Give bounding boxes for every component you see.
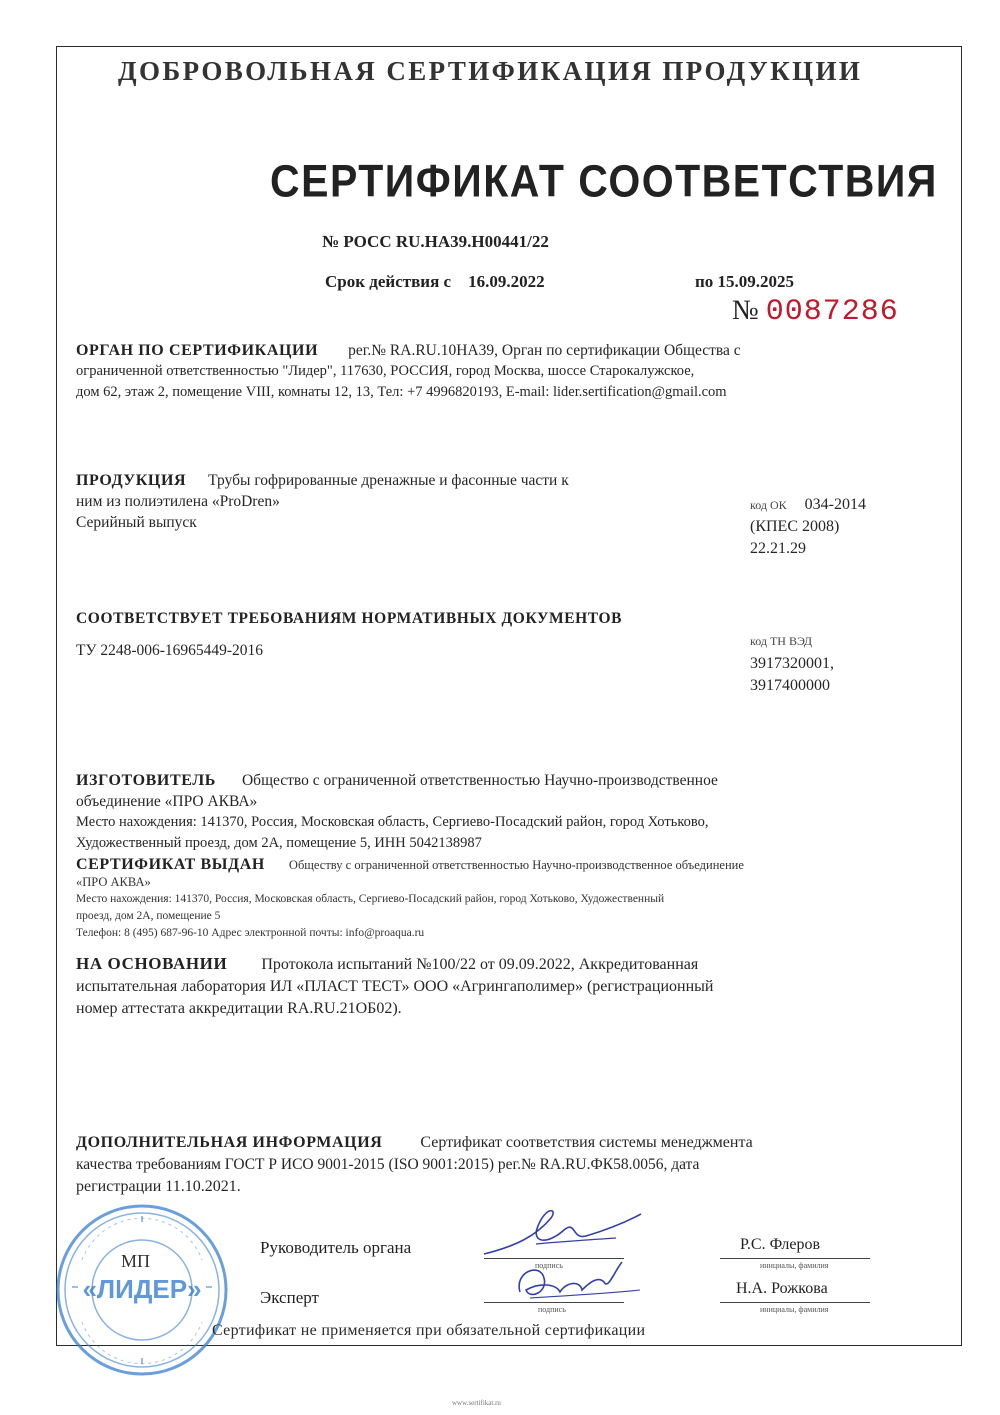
additional-info-label: ДОПОЛНИТЕЛЬНАЯ ИНФОРМАЦИЯ — [76, 1134, 383, 1151]
lider-seal-stamp — [52, 1200, 232, 1380]
footer-note: Сертификат не применяется при обязательной сертификации — [212, 1322, 646, 1339]
issued-to-line-5: Телефон: 8 (495) 687-96-10 Адрес электронной почты: info@proaqua.ru — [76, 927, 425, 939]
expert-signature-caption: подпись — [538, 1305, 566, 1314]
basis-section — [76, 954, 926, 1020]
validity-period — [325, 272, 794, 292]
issued-to-section — [76, 856, 926, 942]
manufacturer-section — [76, 770, 916, 854]
valid-to-label: по — [695, 272, 714, 291]
product-line-1: Трубы гофрированные дренажные и фасонные части к — [208, 472, 569, 489]
certification-body-line-1: рег.№ RA.RU.10НА39, Орган по сертификации Общества с — [348, 342, 741, 359]
okpd-code-block — [750, 494, 866, 560]
expert-name-line — [720, 1302, 870, 1303]
additional-info-line-1: Сертификат соответствия системы менеджмента — [420, 1134, 753, 1151]
expert-name: Н.А. Рожкова — [736, 1280, 828, 1297]
basis-line-2: испытательная лаборатория ИЛ «ПЛАСТ ТЕСТ» ООО «Агрингаполимер» (регистрационный — [76, 978, 714, 995]
top-title: ДОБРОВОЛЬНАЯ СЕРТИФИКАЦИЯ ПРОДУКЦИИ — [118, 56, 863, 86]
okpd-standard: 034-2014 — [804, 496, 866, 513]
tnved-code-block — [750, 634, 834, 697]
certification-body-line-3: дом 62, этаж 2, помещение VIII, комнаты 12, 13, Тел: +7 4996820193, E-mail: lider.sertification@gmail.com — [76, 384, 727, 400]
head-name-line — [720, 1258, 870, 1259]
valid-to-date: 15.09.2025 — [717, 272, 795, 291]
main-title: СЕРТИФИКАТ СООТВЕТСТВИЯ — [270, 156, 938, 207]
certification-body-line-2: ограниченной ответственностью "Лидер", 117630, РОССИЯ, город Москва, шоссе Старокалужское, — [76, 363, 695, 379]
serial-prefix: № — [732, 295, 759, 326]
basis-line-1: Протокола испытаний №100/22 от 09.09.2022, Аккредитованная — [261, 956, 699, 973]
product-label: ПРОДУКЦИЯ — [76, 472, 187, 489]
issued-to-line-3: Место нахождения: 141370, Россия, Московская область, Сергиево-Посадский район, город Хотьково, Художественный — [76, 893, 665, 905]
basis-label: НА ОСНОВАНИИ — [76, 954, 228, 973]
product-line-3: Серийный выпуск — [76, 514, 197, 531]
certification-body-section — [76, 340, 916, 403]
basis-line-3: номер аттестата аккредитации RA.RU.21ОБ02). — [76, 1000, 402, 1017]
head-role-label: Руководитель органа — [260, 1238, 412, 1257]
valid-from-date: 16.09.2022 — [468, 272, 545, 291]
certificate-number: № РОСС RU.HA39.H00441/22 — [322, 232, 549, 251]
tnved-code-2: 3917400000 — [750, 677, 830, 694]
okpd-kpes: (КПЕС 2008) — [750, 518, 840, 535]
expert-role-label: Эксперт — [260, 1288, 319, 1307]
seal-center-text: «ЛИДЕР» — [82, 1274, 202, 1304]
additional-info-line-2: качества требованиям ГОСТ Р ИСО 9001-2015 (ISO 9001:2015) рег.№ RA.RU.ФК58.0056, дата — [76, 1156, 700, 1173]
tnved-label: код ТН ВЭД — [750, 634, 813, 648]
manufacturer-line-4: Художественный проезд, дом 2А, помещение 5, ИНН 5042138987 — [76, 835, 482, 851]
validity-label: Срок действия с — [325, 272, 452, 291]
manufacturer-line-2: объединение «ПРО АКВА» — [76, 793, 258, 810]
okpd-label: код ОК — [750, 498, 787, 512]
expert-handwritten-signature — [500, 1252, 650, 1312]
mp-label: МП — [121, 1251, 151, 1271]
additional-info-line-3: регистрации 11.10.2021. — [76, 1178, 241, 1195]
bottom-tiny-print: www.sertifikat.ru — [452, 1399, 501, 1407]
head-name: Р.С. Флеров — [740, 1236, 821, 1253]
complies-label: СООТВЕТСТВУЕТ ТРЕБОВАНИЯМ НОРМАТИВНЫХ ДОКУМЕНТОВ — [76, 610, 623, 627]
serial-value: 0087286 — [765, 295, 899, 329]
manufacturer-line-3: Место нахождения: 141370, Россия, Московская область, Сергиево-Посадский район, город Хотьково, — [76, 814, 709, 830]
manufacturer-label: ИЗГОТОВИТЕЛЬ — [76, 772, 216, 789]
expert-name-caption: инициалы, фамилия — [760, 1305, 829, 1314]
complies-document: ТУ 2248-006-16965449-2016 — [76, 642, 264, 659]
okpd-code: 22.21.29 — [750, 540, 806, 557]
issued-to-line-4: проезд, дом 2А, помещение 5 — [76, 910, 221, 922]
product-section — [76, 470, 726, 533]
blank-serial-number — [732, 295, 899, 329]
head-signature-caption: подпись — [535, 1261, 563, 1270]
issued-to-label: СЕРТИФИКАТ ВЫДАН — [76, 856, 265, 873]
product-line-2: ним из полиэтилена «ProDren» — [76, 493, 280, 510]
issued-to-line-1: Обществу с ограниченной ответственностью Научно-производственное объединение — [288, 858, 744, 872]
manufacturer-line-1: Общество с ограниченной ответственностью Научно-производственное — [241, 772, 718, 789]
tnved-code-1: 3917320001, — [750, 655, 834, 672]
additional-info-section — [76, 1132, 926, 1198]
issued-to-line-2: «ПРО АКВА» — [76, 875, 151, 889]
head-name-caption: инициалы, фамилия — [760, 1261, 829, 1270]
certification-body-label: ОРГАН ПО СЕРТИФИКАЦИИ — [76, 342, 319, 359]
